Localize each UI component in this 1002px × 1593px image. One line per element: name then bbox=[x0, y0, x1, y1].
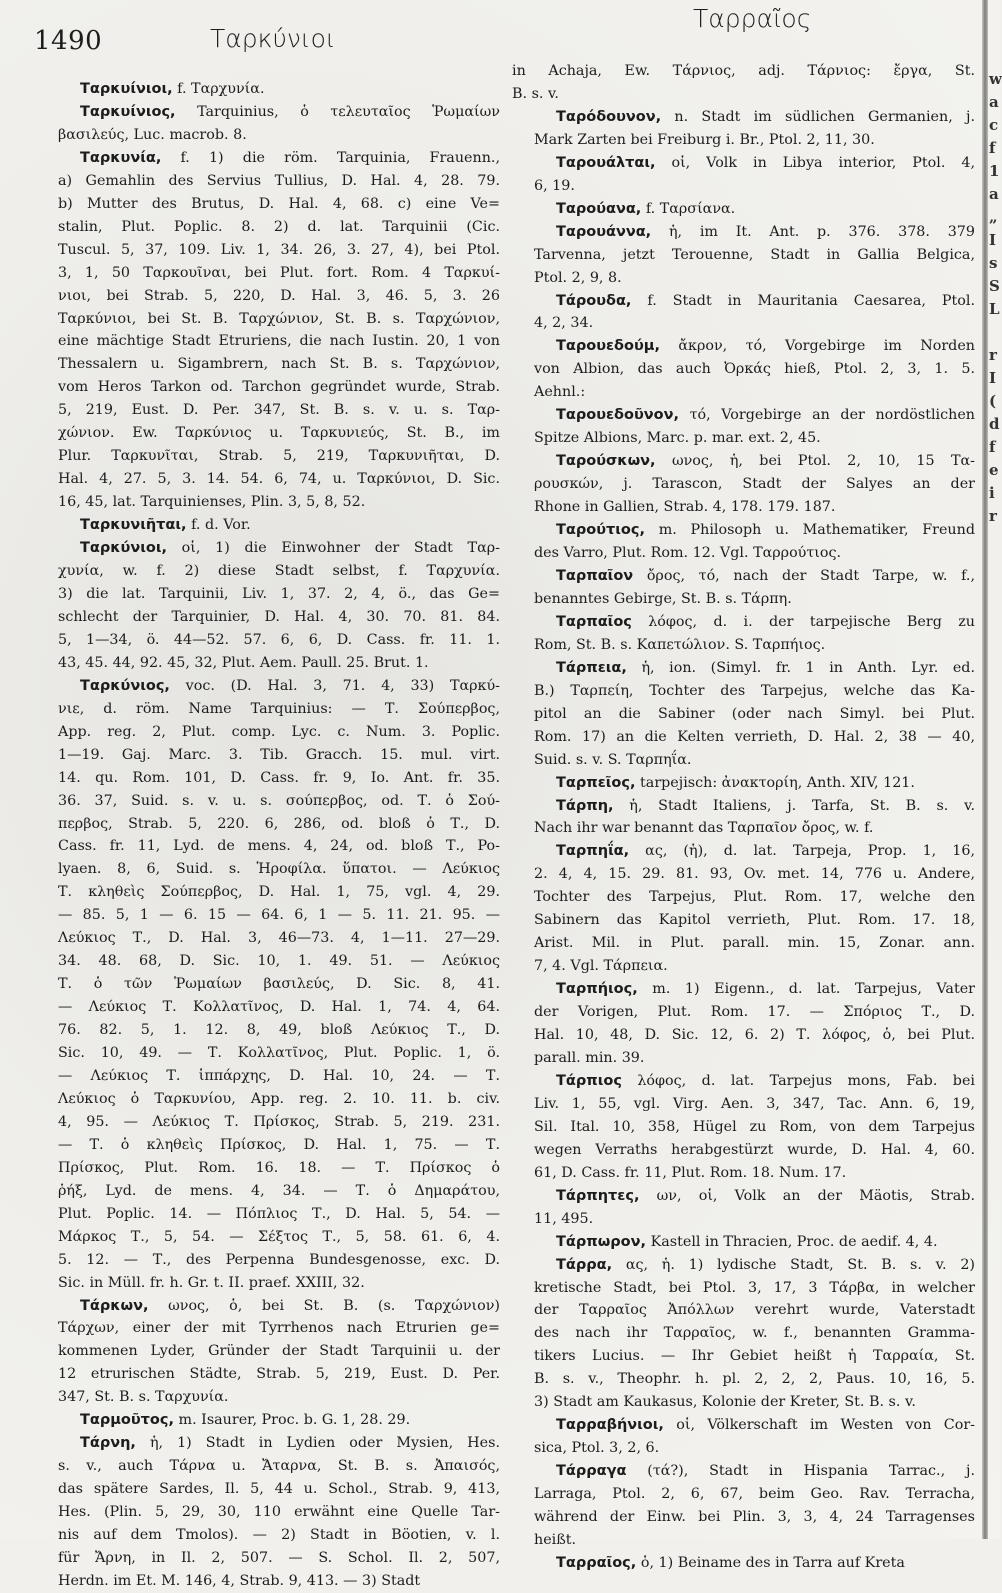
entry-headword: Ταρουεδούμ, bbox=[556, 338, 660, 355]
entry-line: lyaen. 8, 6, Suid. s. Ἡροφίλα. ὕπατοι. — Λεύκιος bbox=[58, 861, 500, 878]
entry-line: Hal. 10, 48, D. Sic. 12, 6. 2) Τ. λόφος, ὁ, bei Plut. bbox=[534, 1027, 975, 1044]
dictionary-entry bbox=[36, 1432, 500, 1593]
entry-line: 5. 12. — Τ., des Perpenna Bundesgenosse, exc. D. bbox=[58, 1251, 500, 1268]
dictionary-entry bbox=[36, 101, 500, 147]
entry-line: Ptol. 2, 9, 8. bbox=[534, 269, 622, 286]
entry-line: Tochter des Tarpejus, Plut. Rom. 17, welche den bbox=[534, 889, 975, 906]
next-page-fragment: L bbox=[989, 300, 1000, 318]
entry-line: βασιλεύς, Luc. macrob. 8. bbox=[58, 126, 247, 143]
entry-headword: Ταρόδουνον, bbox=[556, 108, 662, 125]
entry-line: 1—19. Gaj. Marc. 3. Tib. Gracch. 15. mul. virt. bbox=[58, 746, 500, 763]
entry-headword: Ταρούανα, bbox=[556, 200, 642, 217]
dictionary-entry bbox=[512, 840, 975, 978]
entry-line: Τάρπιος λόφος, d. lat. Tarpejus mons, Fab. bei bbox=[556, 1072, 975, 1089]
entry-line: des nach ihr Ταρραῖος, w. f., benannten Gramma- bbox=[534, 1325, 975, 1342]
entry-line: Ταρπήιος, m. 1) Eigenn., d. lat. Tarpejus, Vater bbox=[556, 981, 975, 998]
next-page-fragment: a bbox=[989, 93, 999, 111]
entry-line: 11, 495. bbox=[534, 1210, 594, 1227]
dictionary-entry bbox=[512, 611, 975, 657]
entry-line: für Ἄρνη, in Il. 2, 507. — S. Schol. Il. 2, 507, bbox=[58, 1550, 500, 1566]
entry-headword: Ταρμοῦτος, bbox=[80, 1412, 174, 1429]
entry-line: 34. 48. 68, D. Sic. 10, 1. 49. 51. — Λεύκιος bbox=[58, 953, 500, 970]
entry-line: stalin, Plut. Poplic. 8. 2) d. lat. Tarquinii (Cic. bbox=[58, 218, 500, 235]
dictionary-entry bbox=[36, 514, 500, 537]
entry-line: Λεύκιος ὁ Ταρκυνίου, App. reg. 2. 10. 11. b. civ. bbox=[58, 1090, 500, 1107]
entry-line: Liv. 1, 55, vgl. Virg. Aen. 3, 347, Tac. Ann. 6, 19, bbox=[534, 1095, 975, 1112]
dictionary-entry bbox=[512, 221, 975, 290]
entry-line: Τάρραγα (τά?), Stadt in Hispania Tarrac., j. bbox=[556, 1463, 975, 1480]
entry-line: Rom, St. B. s. Καπετώλιον. S. Ταρπήιος. bbox=[534, 636, 826, 653]
entry-line: 12 etrurischen Städte, Strab. 5, 219, Eust. D. Per. bbox=[58, 1366, 500, 1383]
entry-line: — 85. 5, 1 — 6. 15 — 64. 6, 1 — 5. 11. 21. 95. — bbox=[58, 907, 500, 924]
dictionary-entry bbox=[512, 1552, 975, 1575]
entry-line: 3) Stadt am Kaukasus, Kolonie der Kreter, St. B. s. v. bbox=[534, 1394, 916, 1411]
entry-line: νιε, d. röm. Name Tarquinius: — Τ. Σούπερβος, bbox=[58, 700, 500, 717]
entry-headword: Τάρουδα, bbox=[556, 292, 632, 309]
entry-line: kretische Stadt, bei Ptol. 3, 17, 3 Τάρβα, in welcher bbox=[534, 1279, 975, 1296]
dictionary-entry bbox=[36, 78, 500, 101]
entry-line: — Λεύκιος Τ. ἱππάρχης, D. Hal. 10, 24. — Τ. bbox=[58, 1067, 500, 1084]
next-page-fragment: r bbox=[989, 346, 997, 364]
entry-line: Πρίσκος, Plut. Rom. 16. 18. — Τ. Πρίσκος ὁ bbox=[58, 1159, 500, 1176]
entry-line: Ταρουεδούμ, ἄκρον, τό, Vorgebirge im Norden bbox=[556, 338, 975, 355]
entry-line: 43, 45. 44, 92. 45, 32, Plut. Aem. Paull. 25. Brut. 1. bbox=[58, 654, 429, 671]
entry-line: Ταρούτιος, m. Philosoph u. Mathematiker, Freund bbox=[556, 522, 975, 539]
entry-headword: Τάρπιος bbox=[556, 1072, 622, 1089]
dictionary-entry bbox=[36, 147, 500, 514]
entry-line: 3) die lat. Tarquinii, Liv. 1, 37. 2, 4, ö., das Ge= bbox=[58, 585, 500, 602]
entry-line: eine mächtige Stadt Etruriens, die nach Iustin. 20, 1 von bbox=[58, 333, 500, 350]
entry-headword: Τάρπωρον, bbox=[556, 1233, 647, 1250]
next-page-fragment: i bbox=[989, 484, 995, 502]
next-page-fragment: r bbox=[989, 507, 997, 525]
dictionary-entry bbox=[512, 1231, 975, 1254]
right-column bbox=[512, 60, 975, 1575]
entry-line: 7, 4. Vgl. Τάρπεια. bbox=[534, 958, 668, 975]
dictionary-entry bbox=[512, 450, 975, 519]
entry-line: schlecht der Tarquinier, D. Hal. 4, 30. 70. 81. 84. bbox=[58, 608, 500, 625]
entry-line: benanntes Gebirge, St. B. s. Τάρπη. bbox=[534, 590, 792, 607]
entry-line: Hal. 4, 27. 5, 3. 14. 54. 6, 74, u. Ταρκύνιοι, D. Sic. bbox=[58, 471, 500, 488]
dictionary-entry bbox=[512, 772, 975, 795]
entry-line: Ταρούσκων, ωνος, ἡ, bei Ptol. 2, 10, 15 Τα- bbox=[556, 453, 975, 470]
entry-line: χυνία, w. f. 2) diese Stadt selbst, f. Ταρχυνία. bbox=[58, 563, 500, 580]
entry-line: Ταρουεδοῦνον, τό, Vorgebirge an der nordöstlichen bbox=[556, 407, 975, 424]
entry-line: Τ. ὁ τῶν Ῥωμαίων βασιλεύς, D. Sic. 8, 41. bbox=[58, 976, 500, 993]
entry-line: das spätere Sardes, Il. 5, 44 u. Schol., Strab. 9, 413, bbox=[58, 1481, 500, 1498]
dictionary-entry bbox=[512, 335, 975, 404]
entry-line: Ταρκυνία, f. 1) die röm. Tarquinia, Frauenn., bbox=[80, 149, 500, 166]
entry-line: Τάρκων, ωνος, ὁ, bei St. B. (s. Ταρχώνιον) bbox=[80, 1297, 500, 1314]
dictionary-entry bbox=[512, 152, 975, 198]
entry-line: Tuscul. 5, 37, 109. Liv. 1, 34. 26, 3. 27, 4), bei Ptol. bbox=[58, 241, 500, 258]
next-page-fragment: I bbox=[989, 369, 997, 387]
entry-headword: Ταρουάλται, bbox=[556, 154, 656, 171]
dictionary-entry bbox=[512, 1254, 975, 1415]
dictionary-entry bbox=[512, 106, 975, 152]
entry-line: Ταρκύνιος, voc. (D. Hal. 3, 71. 4, 33) Ταρκύ- bbox=[80, 677, 500, 694]
next-page-fragment: d bbox=[989, 415, 1000, 433]
entry-headword: Ταρκυίνιος, bbox=[80, 103, 176, 120]
entry-line: Ταρπηΐα, ας, (ἡ), d. lat. Tarpeja, Prop. 1, 16, bbox=[556, 843, 975, 860]
entry-line: s. v., auch Τάρνα u. Ἄταρνα, St. B. s. Ἀπαισός, bbox=[58, 1458, 500, 1475]
running-head-right: Ταρραῖος bbox=[693, 4, 812, 33]
entry-line: Τάρπωρον, Kastell in Thracien, Proc. de aedif. 4, 4. bbox=[556, 1233, 938, 1250]
entry-line: Arist. Mil. in Plut. parall. min. 15, Zonar. ann. bbox=[534, 935, 975, 952]
next-page-fragment: ( bbox=[989, 392, 997, 410]
entry-line: in Achaja, Ew. Τάρνιος, adj. Τάρνιος: ἔργα, St. bbox=[512, 63, 975, 79]
entry-line: von Albion, das auch Ὀρκάς hieß, Ptol. 2, 3, 1. 5. bbox=[534, 361, 975, 378]
entry-line: Ταρκυίνιοι, f. Ταρχυνία. bbox=[80, 81, 265, 97]
entry-line: ρουσκών, j. Tarascon, Stadt der Salyes an der bbox=[534, 476, 975, 493]
entry-line: Hes. (Plin. 5, 29, 30, 110 erwähnt eine Quelle Tar- bbox=[58, 1504, 500, 1521]
entry-line: Ταρκυίνιος, Tarquinius, ὁ τελευταῖος Ῥωμαίων bbox=[80, 103, 500, 120]
entry-line: Plur. Ταρκυνῖται, Strab. 5, 219, Ταρκυνιῆται, D. bbox=[58, 448, 500, 465]
entry-line: während der Einw. bei Plin. 3, 3, 4, 24 Tarragenses bbox=[534, 1509, 975, 1526]
entry-line: Sabinern das Kapitol verrieth, Plut. Rom. 17. 18, bbox=[534, 912, 975, 929]
next-page-fragment: w bbox=[989, 70, 1002, 88]
entry-line: 4, 95. — Λεύκιος Τ. Πρίσκος, Strab. 5, 219. 231. bbox=[58, 1113, 500, 1130]
entry-line: nis auf dem Tmolos). — 2) Stadt in Böotien, v. l. bbox=[58, 1527, 500, 1544]
entry-line: περβος, Strab. 5, 220. 6, 286, od. bloß ὁ Τ., D. bbox=[58, 815, 500, 832]
entry-headword: Ταρούτιος, bbox=[556, 522, 645, 539]
entry-line: νιοι, bei Strab. 5, 220, D. Hal. 3, 46. 5, 3. 26 bbox=[58, 287, 500, 304]
dictionary-entry bbox=[36, 675, 500, 1295]
entry-headword: Τάρκων, bbox=[80, 1297, 149, 1314]
entry-line: Sic. 10, 49. — Τ. Κολλατῖνος, Plut. Poplic. 1, ö. bbox=[58, 1045, 500, 1062]
entry-line: Ταρμοῦτος, m. Isaurer, Proc. b. G. 1, 28. 29. bbox=[80, 1412, 411, 1429]
left-column bbox=[36, 78, 500, 1593]
next-page-fragment: c bbox=[989, 116, 999, 134]
entry-headword: Ταρπαῖον bbox=[556, 567, 634, 584]
dictionary-entry bbox=[36, 1409, 500, 1432]
entry-line: des Varro, Plut. Rom. 12. Vgl. Ταρρούτιος. bbox=[534, 545, 842, 562]
entry-headword: Ταρπεῖος, bbox=[556, 774, 636, 791]
entry-line: Τάρπεια, ἡ, ion. (Simyl. fr. 1 in Anth. Lyr. ed. bbox=[556, 659, 975, 676]
entry-line: der Vorigen, Plut. Rom. 17. — Σπόριος Τ., D. bbox=[534, 1004, 975, 1021]
entry-headword: Τάρπεια, bbox=[556, 659, 627, 676]
entry-line: Ταρουάλται, οἱ, Volk in Libya interior, Ptol. 4, bbox=[556, 154, 975, 171]
entry-line: Τάρπητες, ων, οἱ, Volk an der Mäotis, Strab. bbox=[556, 1187, 975, 1204]
next-page-fragment: f bbox=[989, 438, 996, 456]
entry-headword: Ταρπήιος, bbox=[556, 981, 638, 998]
entry-line: Tarvenna, jetzt Terouenne, Stadt in Gallia Belgica, bbox=[534, 246, 975, 263]
dictionary-entry bbox=[512, 519, 975, 565]
entry-headword: Ταρπηΐα, bbox=[556, 843, 630, 860]
dictionary-entry bbox=[36, 537, 500, 675]
entry-line: sica, Ptol. 3, 2, 6. bbox=[534, 1440, 660, 1457]
entry-line: Plut. Poplic. 14. — Πόπλιος Τ., D. Hal. 5, 54. — bbox=[58, 1205, 500, 1222]
entry-headword: Ταρκύνιοι, bbox=[80, 540, 167, 557]
entry-line: wegen Verraths herabgestürzt wurde, D. Hal. 4, 60. bbox=[534, 1141, 975, 1158]
entry-line: Sic. in Müll. fr. h. Gr. t. II. praef. XXIII, 32. bbox=[58, 1274, 365, 1291]
entry-line: Ταρραβήνιοι, οἱ, Völkerschaft im Westen von Cor- bbox=[556, 1417, 975, 1434]
entry-line: Τάρουδα, f. Stadt in Mauritania Caesarea, Ptol. bbox=[556, 292, 975, 309]
next-page-fragment: f bbox=[989, 139, 996, 157]
entry-line: Μάρκος Τ., 5, 54. — Σέξτος Τ., 5, 58. 61. 6, 4. bbox=[58, 1228, 500, 1245]
entry-line: b) Mutter des Brutus, D. Hal. 4, 68. c) eine Ve= bbox=[58, 195, 500, 212]
dictionary-entry bbox=[512, 657, 975, 772]
entry-line: parall. min. 39. bbox=[534, 1049, 645, 1066]
entry-line: Spitze Albions, Marc. p. mar. ext. 2, 45. bbox=[534, 430, 821, 447]
dictionary-entry bbox=[512, 198, 975, 221]
entry-line: 6, 19. bbox=[534, 177, 575, 194]
running-head-left: Ταρκύνιοι bbox=[210, 24, 336, 53]
entry-line: 61, D. Cass. fr. 11, Plut. Rom. 18. Num. 17. bbox=[534, 1164, 847, 1181]
entry-line: B. s. v., Theophr. h. pl. 2, 2, 2, Paus. 10, 16, 5. bbox=[534, 1371, 975, 1388]
entry-headword: Τάρραγα bbox=[556, 1463, 627, 1480]
entry-line: 347, St. B. s. Ταρχυνία. bbox=[58, 1389, 229, 1406]
entry-line: App. reg. 2, Plut. comp. Lyc. c. Num. 3. Poplic. bbox=[58, 723, 500, 740]
next-page-fragment bbox=[989, 321, 1000, 344]
entry-line: Τάρπη, ἡ, Stadt Italiens, j. Tarfa, St. B. s. v. bbox=[556, 797, 975, 814]
entry-line: Ταρκύνιοι, οἱ, 1) die Einwohner der Stadt Ταρ- bbox=[80, 540, 500, 557]
entry-line: Ταρόδουνον, n. Stadt im südlichen Germanien, j. bbox=[556, 108, 975, 125]
entry-line: B. s. v. bbox=[512, 85, 559, 102]
entry-headword: Ταρραβήνιοι, bbox=[556, 1417, 664, 1434]
entry-line: Thessalern u. Sigambrern, nach St. B. s. Ταρχώνιον, bbox=[58, 356, 500, 373]
entry-line: 14. qu. Rom. 101, D. Cass. fr. 9, Io. Ant. fr. 35. bbox=[58, 769, 500, 786]
entry-line: 3, 1, 50 Ταρκουῖναι, bei Plut. fort. Rom. 4 Ταρκυί- bbox=[58, 264, 500, 281]
dictionary-entry bbox=[512, 795, 975, 841]
entry-line: Herdn. im Et. M. 146, 4, Strab. 9, 413. — 3) Stadt bbox=[58, 1572, 421, 1589]
entry-line: 5, 219, Eust. D. Per. 347, St. B. s. v. u. s. Ταρ- bbox=[58, 402, 500, 419]
dictionary-entry bbox=[512, 1460, 975, 1552]
entry-headword: Ταρούσκων, bbox=[556, 453, 656, 470]
page-number: 1490 bbox=[34, 26, 103, 56]
entry-line: Ταρραῖος, ὁ, 1) Beiname des in Tarra auf Kreta bbox=[556, 1554, 905, 1571]
entry-headword: Ταρουάννα, bbox=[556, 223, 652, 240]
entry-line: Aehnl.: bbox=[534, 384, 586, 401]
entry-line: 76. 82. 5, 1. 12. 8, 49, bloß Λεύκιος Τ., D. bbox=[58, 1022, 500, 1039]
entry-line: 5, 1—34, ö. 44—52. 57. 6, 6, D. Cass. fr. 11. 1. bbox=[58, 631, 500, 648]
next-page-fragment: a bbox=[989, 185, 999, 203]
dictionary-entry bbox=[512, 404, 975, 450]
next-page-fragment: I bbox=[989, 231, 997, 249]
dictionary-entry bbox=[512, 1185, 975, 1231]
dictionary-entry bbox=[512, 1414, 975, 1460]
next-page-fragment: s bbox=[989, 254, 998, 272]
entry-headword: Ταρκυνιῆται, bbox=[80, 517, 187, 534]
next-page-fragment: 1 bbox=[989, 162, 1000, 180]
entry-line: Rom. 17) an die Kelten verrieth, D. Hal. 2, 38 — 40, bbox=[534, 728, 975, 745]
entry-headword: Τάρρα, bbox=[556, 1256, 613, 1273]
dictionary-entry bbox=[36, 1295, 500, 1410]
entry-headword: Ταρκυνία, bbox=[80, 149, 162, 166]
entry-line: — Λεύκιος Τ. Κολλατῖνος, D. Hal. 1, 74. 4, 64. bbox=[58, 999, 500, 1016]
entry-line: Rhone in Gallien, Strab. 4, 178. 179. 187. bbox=[534, 499, 836, 516]
entry-line: B.) Ταρπείη, Tochter des Tarpejus, welche das Ka- bbox=[534, 682, 975, 699]
next-page-fragment: S bbox=[989, 277, 1000, 295]
entry-headword: Ταρκύνιος, bbox=[80, 677, 170, 694]
entry-line: Ταρκύνιοι, bei St. B. Ταρχώνιον, St. B. s. Ταρχώνιον, bbox=[58, 310, 500, 327]
entry-line: Ταρουάννα, ἡ, im It. Ant. p. 376. 378. 379 bbox=[556, 223, 975, 240]
entry-headword: Ταρουεδοῦνον, bbox=[556, 407, 679, 424]
entry-line: Ταρκυνιῆται, f. d. Vor. bbox=[80, 517, 251, 534]
entry-line: kommenen Lyder, Gründer der Stadt Tarquinii u. der bbox=[58, 1343, 500, 1360]
entry-line: vom Heros Tarkon od. Tarchon gegründet wurde, Strab. bbox=[58, 379, 500, 396]
entry-line: Τ. κληθεὶς Σούπερβος, D. Hal. 1, 75, vgl. 4, 29. bbox=[58, 884, 500, 901]
entry-line: Mark Zarten bei Freiburg i. Br., Ptol. 2, 11, 30. bbox=[534, 131, 875, 148]
entry-line: Larraga, Ptol. 2, 6, 67, beim Geo. Rav. Terracha, bbox=[534, 1486, 975, 1503]
dictionary-entry bbox=[512, 978, 975, 1070]
entry-line: ῥήξ, Lyd. de mens. 4, 34. — Τ. ὁ Δημαράτου, bbox=[58, 1182, 500, 1199]
entry-line: a) Gemahlin des Servius Tullius, D. Hal. 4, 28. 79. bbox=[58, 172, 500, 189]
entry-line: — Τ. ὁ κληθεὶς Πρίσκος, D. Hal. 1, 75. — Τ. bbox=[58, 1136, 500, 1153]
entry-line: Ταρπεῖος, tarpejisch: ἀνακτορίη, Anth. XIV, 121. bbox=[556, 774, 915, 791]
entry-line: 4, 2, 34. bbox=[534, 315, 594, 332]
entry-line: heißt. bbox=[534, 1532, 577, 1548]
entry-line: Λεύκιος Τ., D. Hal. 3, 46—73. 4, 1—11. 27—29. bbox=[58, 930, 500, 947]
next-page-fragment: „ bbox=[989, 208, 998, 226]
entry-line: Τάρρα, ας, ἡ. 1) lydische Stadt, St. B. s. v. 2) bbox=[556, 1256, 975, 1273]
next-page-edge bbox=[989, 68, 1002, 525]
dictionary-entry bbox=[512, 290, 975, 336]
entry-headword: Ταρραῖος, bbox=[556, 1554, 637, 1571]
entry-line: tikers Lucius. — Ihr Gebiet heißt ἡ Ταρραία, St. bbox=[534, 1348, 975, 1365]
entry-line: 16, 45, lat. Tarquinienses, Plin. 3, 5, 8, 52. bbox=[58, 494, 366, 511]
entry-headword: Ταρκυίνιοι, bbox=[80, 81, 173, 97]
page-gutter bbox=[982, 0, 988, 1539]
entry-line: 36. 37, Suid. s. v. u. s. σούπερβος, od. Τ. ὁ Σού- bbox=[58, 792, 500, 809]
entry-line: Nach ihr war benannt das Ταρπαῖον ὄρος, w. f. bbox=[534, 820, 874, 837]
entry-headword: Τάρνη, bbox=[80, 1435, 136, 1452]
entry-line: 2. 4, 4, 15. 29. 81. 93, Ov. met. 14, 776 u. Andere, bbox=[534, 866, 975, 883]
dictionary-entry bbox=[512, 60, 975, 106]
entry-headword: Τάρπη, bbox=[556, 797, 614, 814]
entry-headword: Ταρπαῖος bbox=[556, 613, 632, 630]
entry-line: pitol an die Sabiner (oder nach Simyl. bei Plut. bbox=[534, 705, 975, 722]
entry-line: Cass. fr. 11, Lyd. de mens. 4, 24, od. bloß Τ., Po- bbox=[58, 838, 500, 855]
entry-headword: Τάρπητες, bbox=[556, 1187, 640, 1204]
entry-line: der Ταρραῖος Ἀπόλλων verehrt wurde, Vaterstadt bbox=[534, 1302, 975, 1319]
entry-line: Ταρούανα, f. Ταρσίανα. bbox=[556, 200, 736, 217]
entry-line: Ταρπαῖος λόφος, d. i. der tarpejische Berg zu bbox=[556, 613, 975, 630]
entry-line: Ταρπαῖον ὄρος, τό, nach der Stadt Tarpe, w. f., bbox=[556, 567, 975, 584]
entry-line: Τάρχων, einer der mit Tyrrhenos nach Etrurien ge= bbox=[58, 1320, 500, 1337]
entry-line: Τάρνη, ἡ, 1) Stadt in Lydien oder Mysien, Hes. bbox=[80, 1435, 500, 1452]
dictionary-entry bbox=[512, 565, 975, 611]
dictionary-entry bbox=[512, 1070, 975, 1185]
entry-line: χώνιον. Ew. Ταρκύνιος u. Ταρκυνιεύς, St. B., im bbox=[58, 425, 500, 442]
entry-line: Suid. s. v. S. Ταρπηΐα. bbox=[534, 751, 692, 768]
entry-line: Sil. Ital. 10, 358, Hügel zu Rom, von dem Tarpejus bbox=[534, 1118, 975, 1135]
next-page-fragment: e bbox=[989, 461, 999, 479]
